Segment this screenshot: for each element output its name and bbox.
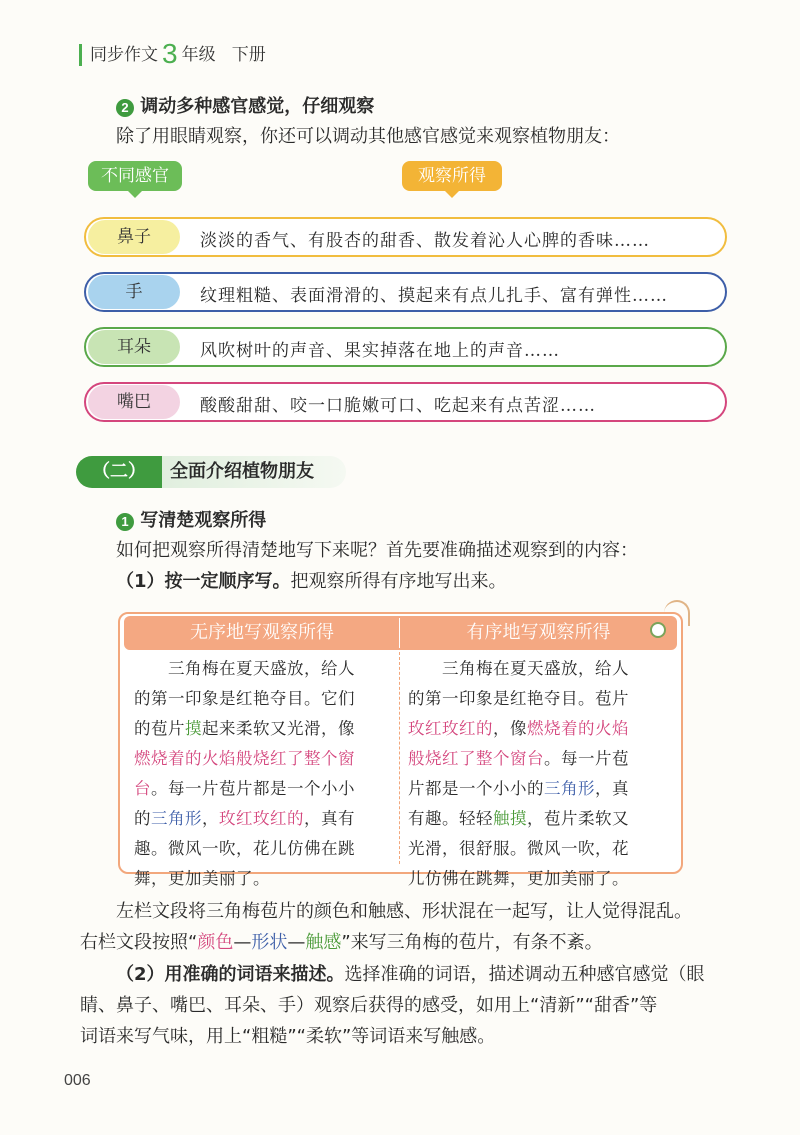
sense-pill-nose: 鼻子 (88, 220, 180, 254)
left-line: 台。每一片苞片都是一个小小 (134, 779, 355, 798)
point1 (116, 567, 507, 593)
sense-text-hand: 纹理粗糙、表面滑滑的、摸起来有点儿扎手、富有弹性…… (200, 286, 668, 306)
right-line: 的第一印象是红艳夺目。苞片 (408, 689, 629, 708)
summary-line-1: 左栏文段将三角梅苞片的颜色和触感、形状混在一起写，让人觉得混乱。 (116, 901, 692, 922)
right-line: 儿仿佛在跳舞，更加美丽了。 (408, 869, 629, 888)
summary-line-2: 右栏文段按照“颜色—形状—触感”来写三角梅的苞片，有条不紊。 (80, 932, 603, 953)
col-left-text (134, 654, 355, 894)
left-line: 三角梅在夏天盛放，给人 (168, 659, 355, 678)
point1-rest: 把观察所得有序地写出来。 (290, 571, 507, 592)
section1-heading (116, 92, 374, 118)
sense-pill-hand: 手 (88, 275, 180, 309)
left-line: 的三角形，玫红玫红的，真有 (134, 809, 355, 828)
point2-line-1 (116, 960, 705, 986)
col-right-title: 有序地写观察所得 (466, 622, 611, 643)
header-grade-number: 3 (162, 38, 178, 69)
header-book-title: 同步作文 (90, 45, 158, 65)
section2-banner-number: （二） (76, 456, 162, 488)
subsection1-number-badge: 1 (116, 513, 134, 531)
col-left-title: 无序地写观察所得 (190, 622, 334, 643)
sense-text-nose: 淡淡的香气、有股杏的甜香、散发着沁人心脾的香味…… (200, 231, 650, 251)
tag-ring-icon (650, 622, 666, 638)
col-right-text (408, 654, 629, 894)
section2-banner-title: 全面介绍植物朋友 (150, 456, 346, 488)
right-line: 有趣。轻轻触摸，苞片柔软又 (408, 809, 629, 828)
section1-number-badge: 2 (116, 99, 134, 117)
header-accent-bar (79, 44, 82, 66)
point2-line-3: 词语来写气味，用上“粗糙”“柔软”等词语来写触感。 (80, 1026, 496, 1047)
section1-title: 调动多种感官感觉，仔细观察 (140, 96, 375, 117)
label-different-senses: 不同感官 (88, 161, 182, 191)
right-line: 片都是一个小小的三角形，真 (408, 779, 629, 798)
point2-line-2: 睛、鼻子、嘴巴、耳朵、手）观察后获得的感受，如用上“清新”“甜香”等 (80, 995, 658, 1016)
header-divider (399, 618, 400, 648)
point2-rest: 选择准确的词语，描述调动五种感官感觉（眼 (344, 964, 705, 985)
left-line: 的第一印象是红艳夺目。它们 (134, 689, 355, 708)
left-line: 趣。微风一吹，花儿仿佛在跳 (134, 839, 355, 858)
column-divider (399, 652, 400, 864)
label-orange-pointer (445, 191, 459, 198)
right-line: 般烧红了整个窗台。每一片苞 (408, 749, 629, 768)
running-header (90, 40, 266, 68)
point1-lead: （1）按一定顺序写。 (116, 571, 291, 592)
left-line: 的苞片摸起来柔软又光滑，像 (134, 719, 355, 738)
sense-pill-ear: 耳朵 (88, 330, 180, 364)
label-observation-results: 观察所得 (402, 161, 502, 191)
right-line: 光滑，很舒服。微风一吹，花 (408, 839, 629, 858)
header-volume: 下册 (231, 45, 266, 65)
sense-text-mouth: 酸酸甜甜、咬一口脆嫩可口、吃起来有点苦涩…… (200, 396, 596, 416)
page-number: 006 (64, 1072, 91, 1089)
tag-string-icon (664, 600, 690, 626)
section1-intro: 除了用眼睛观察，你还可以调动其他感官感觉来观察植物朋友： (116, 126, 620, 147)
right-line: 三角梅在夏天盛放，给人 (442, 659, 629, 678)
sense-pill-mouth: 嘴巴 (88, 385, 180, 419)
right-line: 玫红玫红的，像燃烧着的火焰 (408, 719, 629, 738)
subsection1-intro: 如何把观察所得清楚地写下来呢？首先要准确描述观察到的内容： (116, 540, 638, 561)
left-line: 燃烧着的火焰般烧红了整个窗 (134, 749, 355, 768)
header-grade: 年级 (181, 45, 216, 65)
subsection1-title: 写清楚观察所得 (140, 510, 267, 531)
left-line: 舞，更加美丽了。 (134, 869, 270, 888)
subsection1-heading (116, 506, 266, 532)
sense-text-ear: 风吹树叶的声音、果实掉落在地上的声音…… (200, 341, 560, 361)
label-green-pointer (128, 191, 142, 198)
point2-lead: （2）用准确的词语来描述。 (116, 964, 345, 985)
